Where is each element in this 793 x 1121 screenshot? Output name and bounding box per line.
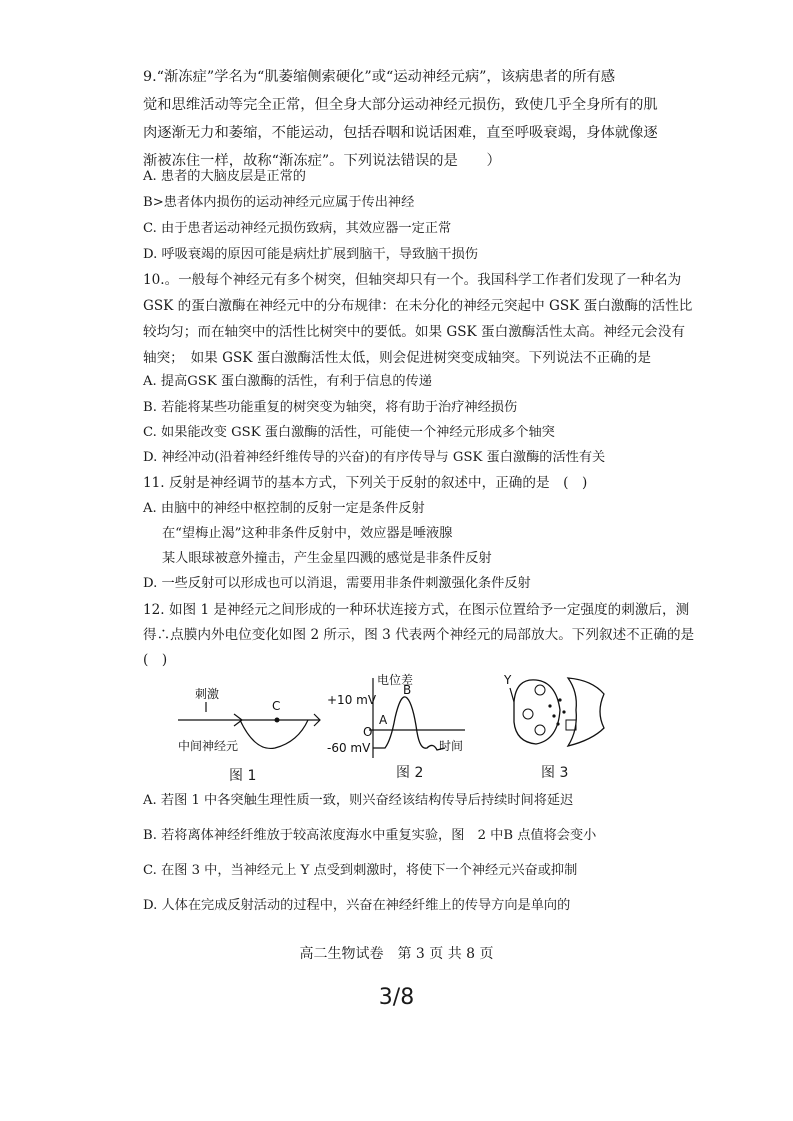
fig3-transmitter-dot <box>556 722 559 725</box>
q11-option-b: 在“望梅止渴”这种非条件反射中，效应器是唾液腺 <box>162 526 453 541</box>
figure-3-synapse <box>500 668 610 758</box>
fig2-bottom-label: -60 mV <box>327 741 371 755</box>
q12-option-d: D. 人体在完成反射活动的过程中，兴奋在神经纤维上的传导方向是单向的 <box>143 898 571 913</box>
q12-option-c: C. 在图 3 中，当神经元上 Y 点受到刺激时，将使下一个神经元兴奋或抑制 <box>143 863 578 878</box>
fig3-transmitter-dot <box>552 714 555 717</box>
fig3-transmitter-dot <box>548 704 551 707</box>
fig2-caption: 图 2 <box>396 765 424 781</box>
q10-line-1: 10.。一般每个神经元有多个树突，但轴突却只有一个。我国科学工作者们发现了一种名为 <box>143 272 682 288</box>
fig1-c-label: C <box>272 699 281 713</box>
q11-option-c: 某人眼球被意外撞击，产生金星四溅的感觉是非条件反射 <box>162 551 492 566</box>
page-number: 3/8 <box>378 985 415 1010</box>
q12-line-2: 得∴点膜内外电位变化如图 2 所示，图 3 代表两个神经元的局部放大。下列叙述不正确的是 <box>143 627 695 643</box>
fig3-caption: 图 3 <box>541 765 569 781</box>
q10-option-b: B. 若能将某些功能重复的树突变为轴突，将有助于治疗神经损伤 <box>143 400 518 415</box>
fig2-top-label: +10 mV <box>327 693 377 707</box>
fig3-vesicle-1 <box>535 685 545 695</box>
fig3-transmitter-dot <box>562 710 565 713</box>
fig1-neuron-label: 中间神经元 <box>178 739 239 753</box>
q11-stem: 11. 反射是神经调节的基本方式，下列关于反射的叙述中，正确的是 ( ) <box>143 475 588 491</box>
q9-option-a: A. 患者的大脑皮层是正常的 <box>143 169 306 184</box>
fig1-caption: 图 1 <box>229 768 257 784</box>
q9-line-2: 觉和思维活动等完全正常，但全身大部分运动神经元损伤，致使几乎全身所有的肌 <box>143 97 658 113</box>
q10-line-2: GSK 的蛋白激酶在神经元中的分布规律：在未分化的神经元突起中 GSK 蛋白激酶的活性比 <box>143 298 693 314</box>
q9-line-3: 肉逐渐无力和萎缩，不能运动，包括吞咽和说话困难，直至呼吸衰竭，身体就像逐 <box>143 125 658 141</box>
q9-line-1: 9.“渐冻症”学名为“肌萎缩侧索硬化”或“运动神经元病”，该病患者的所有感 <box>143 69 616 85</box>
figure-2-potential-graph <box>325 670 475 765</box>
q12-line-1: 12. 如图 1 是神经元之间形成的一种环状连接方式，在图示位置给予一定强度的刺激后，测 <box>143 602 690 618</box>
fig2-point-b-label: B <box>403 683 412 697</box>
q11-option-d: D. 一些反射可以形成也可以消退，需要用非条件刺激强化条件反射 <box>143 576 531 591</box>
q12-option-a: A. 若图 1 中各突触生理性质一致，则兴奋经该结构传导后持续时间将延迟 <box>143 793 574 808</box>
fig1-loop-path <box>240 720 308 748</box>
fig3-transmitter-dot <box>558 698 561 701</box>
fig3-y-line <box>510 688 514 702</box>
fig3-vesicle-2 <box>523 709 533 719</box>
fig1-point-c <box>275 718 280 723</box>
fig1-stimulus-label: 刺激 <box>195 687 220 701</box>
fig3-vesicle-3 <box>535 725 545 735</box>
q9-option-c: C. 由于患者运动神经元损伤致病，其效应器一定正常 <box>143 221 452 236</box>
fig2-xlabel: 时间 <box>439 739 464 753</box>
q12-option-b: B. 若将离体神经纤维放于较高浓度海水中重复实验，图 2 中B 点值将会变小 <box>143 828 597 843</box>
fig2-origin-label: O <box>363 725 373 739</box>
q10-option-c: C. 如果能改变 GSK 蛋白激酶的活性，可能使一个神经元形成多个轴突 <box>143 425 555 440</box>
q9-option-b: B>患者体内损伤的运动神经元应属于传出神经 <box>143 195 415 210</box>
q9-option-d: D. 呼吸衰竭的原因可能是病灶扩展到脑干，导致脑干损伤 <box>143 247 478 262</box>
fig3-y-label: Y <box>504 673 512 687</box>
q10-line-3: 较均匀；而在轴突中的活性比树突中的要低。如果 GSK 蛋白激酶活性太高。神经元会没有 <box>143 324 685 340</box>
fig2-point-a-label: A <box>379 713 388 727</box>
q10-line-4: 轴突； 如果 GSK 蛋白激酶活性太低，则会促进树突变成轴突。下列说法不正确的是 <box>143 350 651 366</box>
q11-option-a: A. 由脑中的神经中枢控制的反射一定是条件反射 <box>143 501 425 516</box>
q10-option-a: A. 提高GSK 蛋白激酶的活性，有利于信息的传递 <box>143 374 432 389</box>
fig3-postsynaptic-membrane <box>568 678 604 746</box>
fig2-ylabel: 电位差 <box>377 673 414 687</box>
page-footer: 高二生物试卷 第 3 页 共 8 页 <box>299 946 494 962</box>
q9-line-4: 渐被冻住一样，故称“渐冻症”。下列说法错误的是 ） <box>143 153 501 169</box>
q12-line-3: ( ) <box>143 652 168 668</box>
q10-option-d: D. 神经冲动(沿着神经纤维传导的兴奋)的有序传导与 GSK 蛋白激酶的活性有关 <box>143 450 606 465</box>
